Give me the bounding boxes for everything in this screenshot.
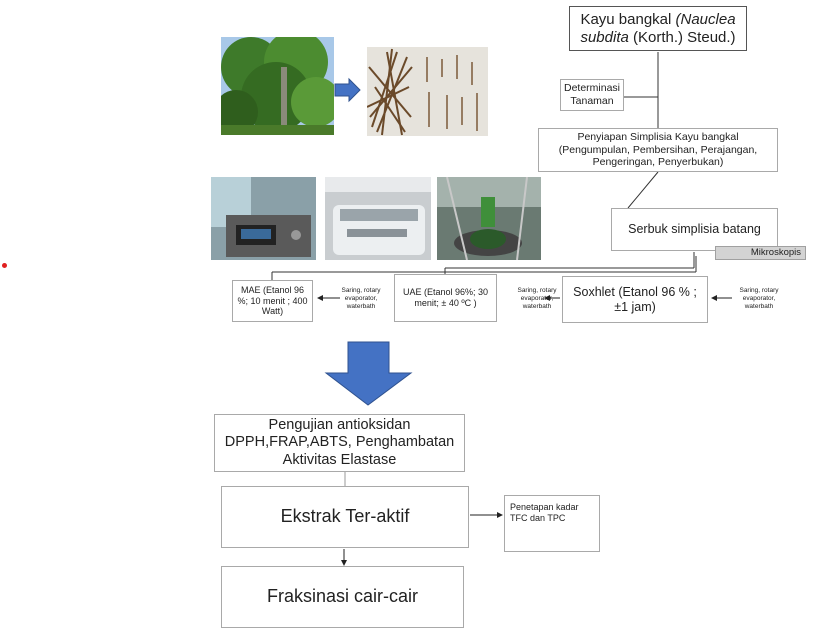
- title-text-before: Kayu bangkal: [580, 10, 676, 28]
- uae-box: [394, 274, 497, 322]
- title-species: (Nauclea subdita: [580, 10, 736, 46]
- penyiapan-title: Penyiapan Simplisia Kayu bangkal: [577, 131, 739, 144]
- simplisia-photo: [367, 47, 488, 136]
- penetapan-box: [504, 495, 600, 552]
- red-bullet: [2, 263, 7, 268]
- soxhlet-equipment-photo: [437, 177, 541, 260]
- big-down-arrow: [326, 342, 411, 405]
- serbuk-text: Serbuk simplisia batang: [628, 222, 761, 236]
- uae-text: UAE (Etanol 96%; 30 menit; ± 40 ºC ): [402, 287, 489, 308]
- tree-photo: [221, 37, 334, 135]
- step-label-soxhlet: Saring, rotary evaporator, waterbath: [739, 287, 779, 311]
- uae-equipment-photo: [325, 177, 431, 260]
- mikroskopis-label: Mikroskopis: [715, 246, 806, 260]
- penyiapan-serbuk-line: [628, 172, 658, 208]
- pengujian-text: Pengujian antioksidan DPPH,FRAP,ABTS, Penghambatan Aktivitas Elastase: [224, 416, 455, 468]
- penyiapan-box: [538, 128, 778, 172]
- ekstrak-box: [221, 486, 469, 548]
- pengujian-box: [214, 414, 465, 472]
- ekstrak-text: Ekstrak Ter-aktif: [280, 506, 410, 527]
- title-text-after: (Korth.) Steud.): [628, 28, 736, 46]
- fraksinasi-box: [221, 566, 464, 628]
- determinasi-box: [560, 79, 624, 111]
- penyiapan-detail: (Pengumpulan, Pembersihan, Perajangan, Pengeringan, Penyerbukan): [558, 143, 758, 169]
- blue-right-arrow: [335, 79, 360, 101]
- penetapan-text: Penetapan kadar TFC dan TPC: [510, 502, 579, 523]
- title-box: [569, 6, 747, 51]
- determinasi-text: Determinasi Tanaman: [563, 82, 621, 107]
- fraksinasi-text: Fraksinasi cair-cair: [266, 586, 419, 607]
- mae-text: MAE (Etanol 96 %; 10 menit ; 400 Watt): [237, 284, 308, 317]
- step-label-mae: Saring, rotary evaporator, waterbath: [341, 287, 381, 311]
- serbuk-box: [611, 208, 778, 251]
- mae-equipment-photo: [211, 177, 316, 260]
- step-label-uae: Saring, rotary evaporator, waterbath: [517, 287, 557, 311]
- soxhlet-box: [562, 276, 708, 323]
- soxhlet-text: Soxhlet (Etanol 96 % ; ±1 jam): [573, 284, 697, 314]
- mae-box: [232, 280, 313, 322]
